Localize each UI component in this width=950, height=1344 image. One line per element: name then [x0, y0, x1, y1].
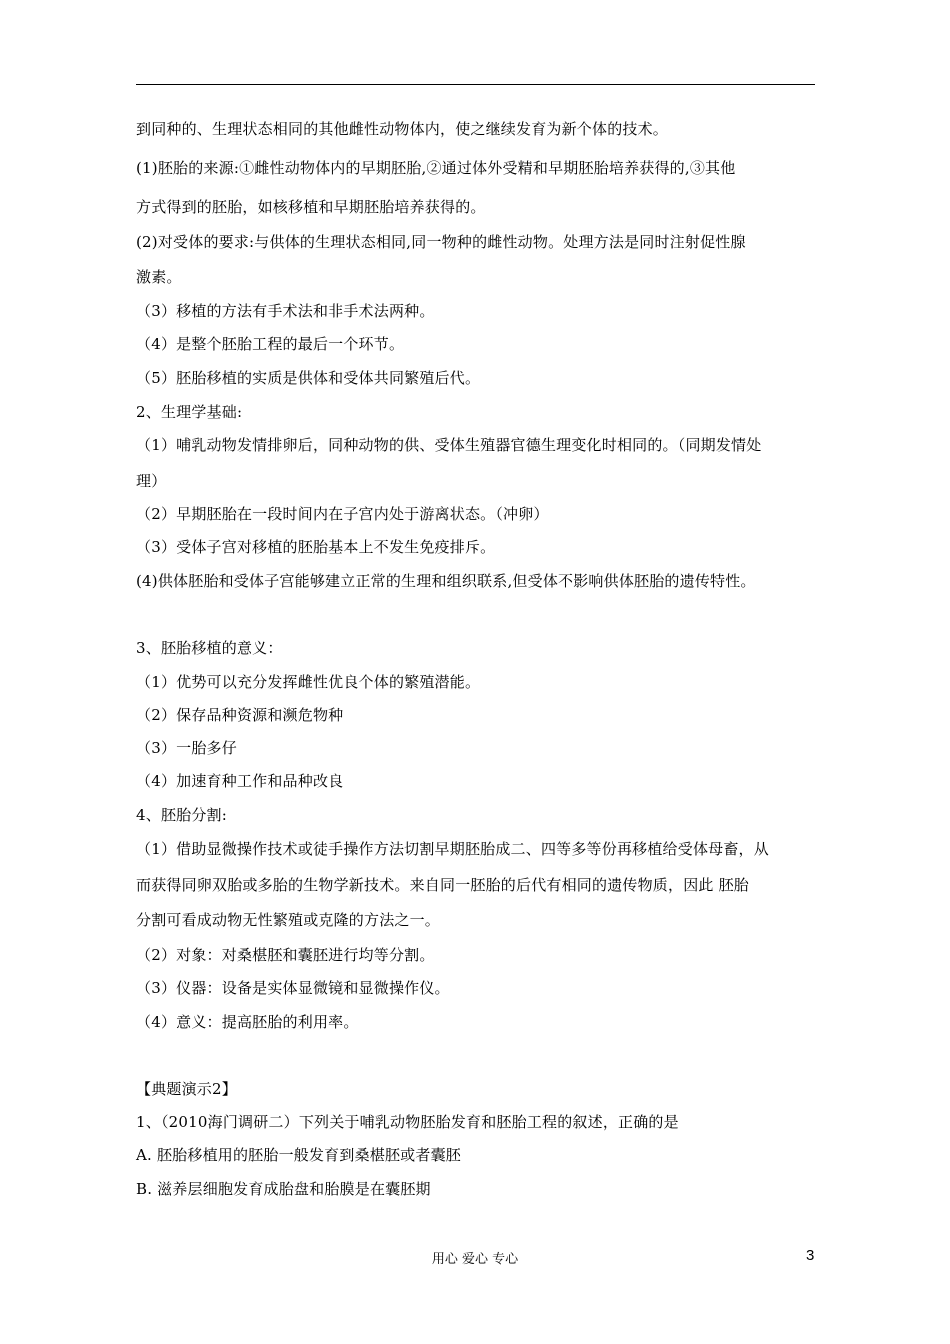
text-line: （3）受体子宫对移植的胚胎基本上不发生免疫排斥。 — [136, 538, 496, 556]
text-line: （4）意义：提高胚胎的利用率。 — [136, 1013, 359, 1031]
page-number: 3 — [806, 1247, 815, 1264]
text-line: （5）胚胎移植的实质是供体和受体共同繁殖后代。 — [136, 369, 481, 387]
text-line: （2）对象：对桑椹胚和囊胚进行均等分割。 — [136, 946, 435, 964]
text-line: (2)对受体的要求:与供体的生理状态相同,同一物种的雌性动物。处理方法是同时注射促性腺 — [136, 233, 746, 251]
text-line: 方式得到的胚胎，如核移植和早期胚胎培养获得的。 — [136, 198, 486, 216]
header-rule — [136, 84, 815, 85]
text-line: （1）哺乳动物发情排卵后，同种动物的供、受体生殖器官德生理变化时相同的。（同期发情处 — [136, 436, 762, 454]
text-line: 激素。 — [136, 268, 182, 286]
text-line: 到同种的、生理状态相同的其他雌性动物体内，使之继续发育为新个体的技术。 — [136, 120, 669, 138]
text-line: 分割可看成动物无性繁殖或克隆的方法之一。 — [136, 911, 441, 929]
text-line: （2）保存品种资源和濒危物种 — [136, 706, 344, 724]
text-line: (1)胚胎的来源:①雌性动物体内的早期胚胎,②通过体外受精和早期胚胎培养获得的,③其他 — [136, 159, 736, 177]
text-line: （4）是整个胚胎工程的最后一个环节。 — [136, 335, 405, 353]
text-line: （1）优势可以充分发挥雌性优良个体的繁殖潜能。 — [136, 673, 481, 691]
example-heading: 【典题演示2】 — [136, 1080, 237, 1098]
answer-option-a: A. 胚胎移植用的胚胎一般发育到桑椹胚或者囊胚 — [136, 1146, 461, 1164]
text-line: （4）加速育种工作和品种改良 — [136, 772, 344, 790]
text-line: （1）借助显微操作技术或徒手操作方法切割早期胚胎成二、四等多等份再移植给受体母畜，从 — [136, 840, 769, 858]
text-line: （2）早期胚胎在一段时间内在子宫内处于游离状态。（冲卵） — [136, 505, 549, 523]
footer-motto: 用心 爱心 专心 — [431, 1252, 519, 1267]
text-line: (4)供体胚胎和受体子宫能够建立正常的生理和组织联系,但受体不影响供体胚胎的遗传特性。 — [136, 572, 756, 590]
text-line: （3）仪器：设备是实体显微镜和显微操作仪。 — [136, 979, 450, 997]
text-line: （3）一胎多仔 — [136, 739, 237, 757]
question-stem: 1、（2010海门调研二）下列关于哺乳动物胚胎发育和胚胎工程的叙述，正确的是 — [136, 1113, 679, 1131]
section-heading: 2、生理学基础: — [136, 403, 243, 421]
text-line: （3）移植的方法有手术法和非手术法两种。 — [136, 302, 435, 320]
section-heading: 4、胚胎分割: — [136, 806, 227, 824]
answer-option-b: B. 滋养层细胞发育成胎盘和胎膜是在囊胚期 — [136, 1180, 431, 1198]
text-line: 而获得同卵双胎或多胎的生物学新技术。来自同一胚胎的后代有相同的遗传物质，因此 胚胎 — [136, 876, 749, 894]
text-line: 理） — [136, 472, 167, 490]
section-heading: 3、胚胎移植的意义： — [136, 639, 283, 657]
